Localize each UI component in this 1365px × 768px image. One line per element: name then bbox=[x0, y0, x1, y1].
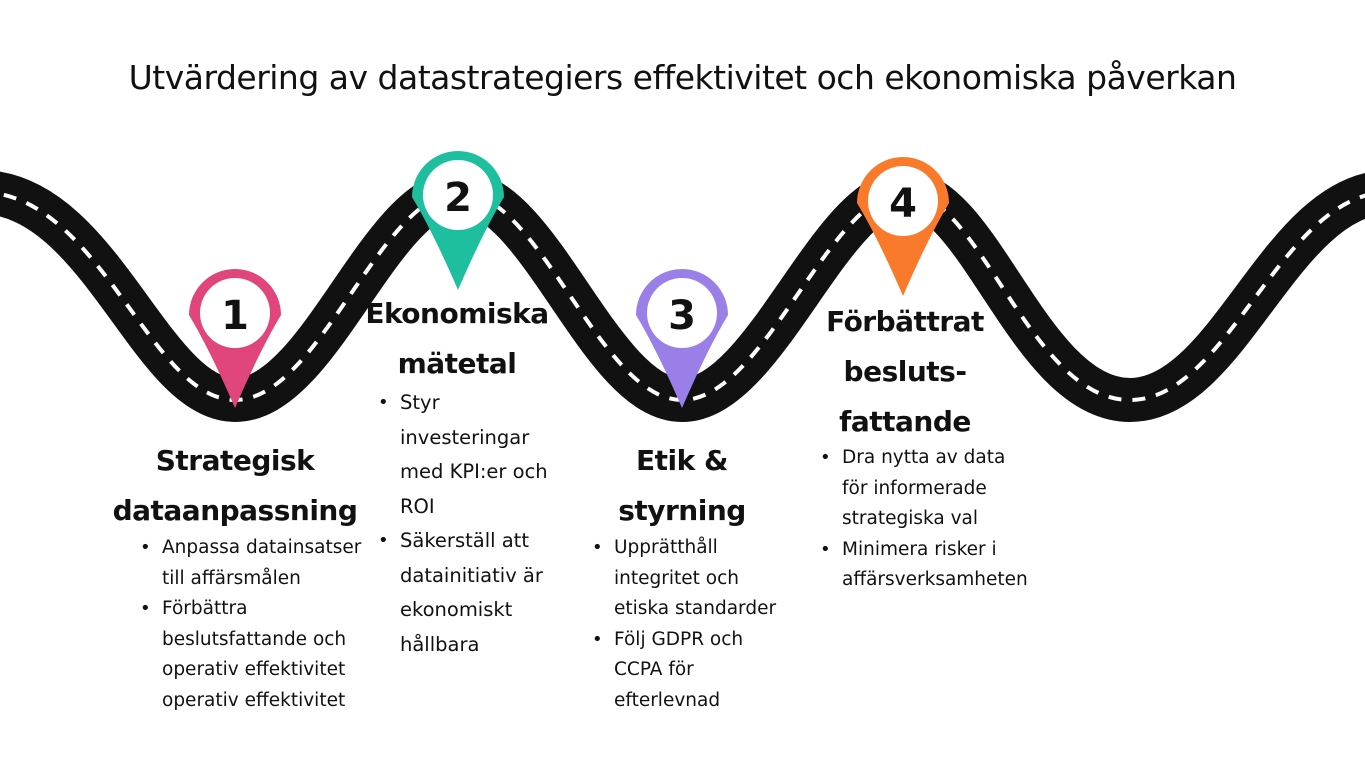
step-1-bullets bbox=[140, 533, 370, 716]
step-1-heading: Strategisk dataanpassning bbox=[112, 444, 358, 527]
pin-3-number: 3 bbox=[668, 293, 696, 339]
bullet: • Styr investeringar med KPI:er och ROI bbox=[378, 386, 578, 524]
bullet: • Förbättra beslutsfattande och operativ effektivitet operativ effektivitet bbox=[140, 594, 370, 716]
pin-2 bbox=[412, 151, 504, 290]
bullet: • Säkerställ att datainitiativ är ekonomiskt hållbara bbox=[378, 524, 578, 662]
pin-2-number: 2 bbox=[444, 175, 472, 221]
bullet: • Följ GDPR och CCPA för efterlevnad bbox=[592, 625, 812, 717]
page-title: Utvärdering av datastrategiers effektivitet och ekonomiska påverkan bbox=[128, 58, 1237, 97]
bullet: • Upprätthåll integritet och etiska standarder bbox=[592, 533, 812, 625]
step-4-bullets bbox=[820, 443, 1050, 596]
step-3-bullets bbox=[592, 533, 812, 716]
step-2-bullets bbox=[378, 386, 578, 662]
pin-4-number: 4 bbox=[889, 181, 917, 227]
pin-4 bbox=[857, 157, 949, 296]
bullet: • Anpassa datainsatser till affärsmålen bbox=[140, 533, 370, 594]
step-3-heading: Etik & styrning bbox=[618, 444, 746, 527]
step-2-heading: Ekonomiska mätetal bbox=[365, 297, 549, 380]
bullet: • Dra nytta av data för informerade strategiska val bbox=[820, 443, 1050, 535]
step-4-heading: Förbättrat besluts- fattande bbox=[826, 305, 984, 438]
pin-1-number: 1 bbox=[221, 293, 249, 339]
bullet: • Minimera risker i affärsverksamheten bbox=[820, 535, 1050, 596]
